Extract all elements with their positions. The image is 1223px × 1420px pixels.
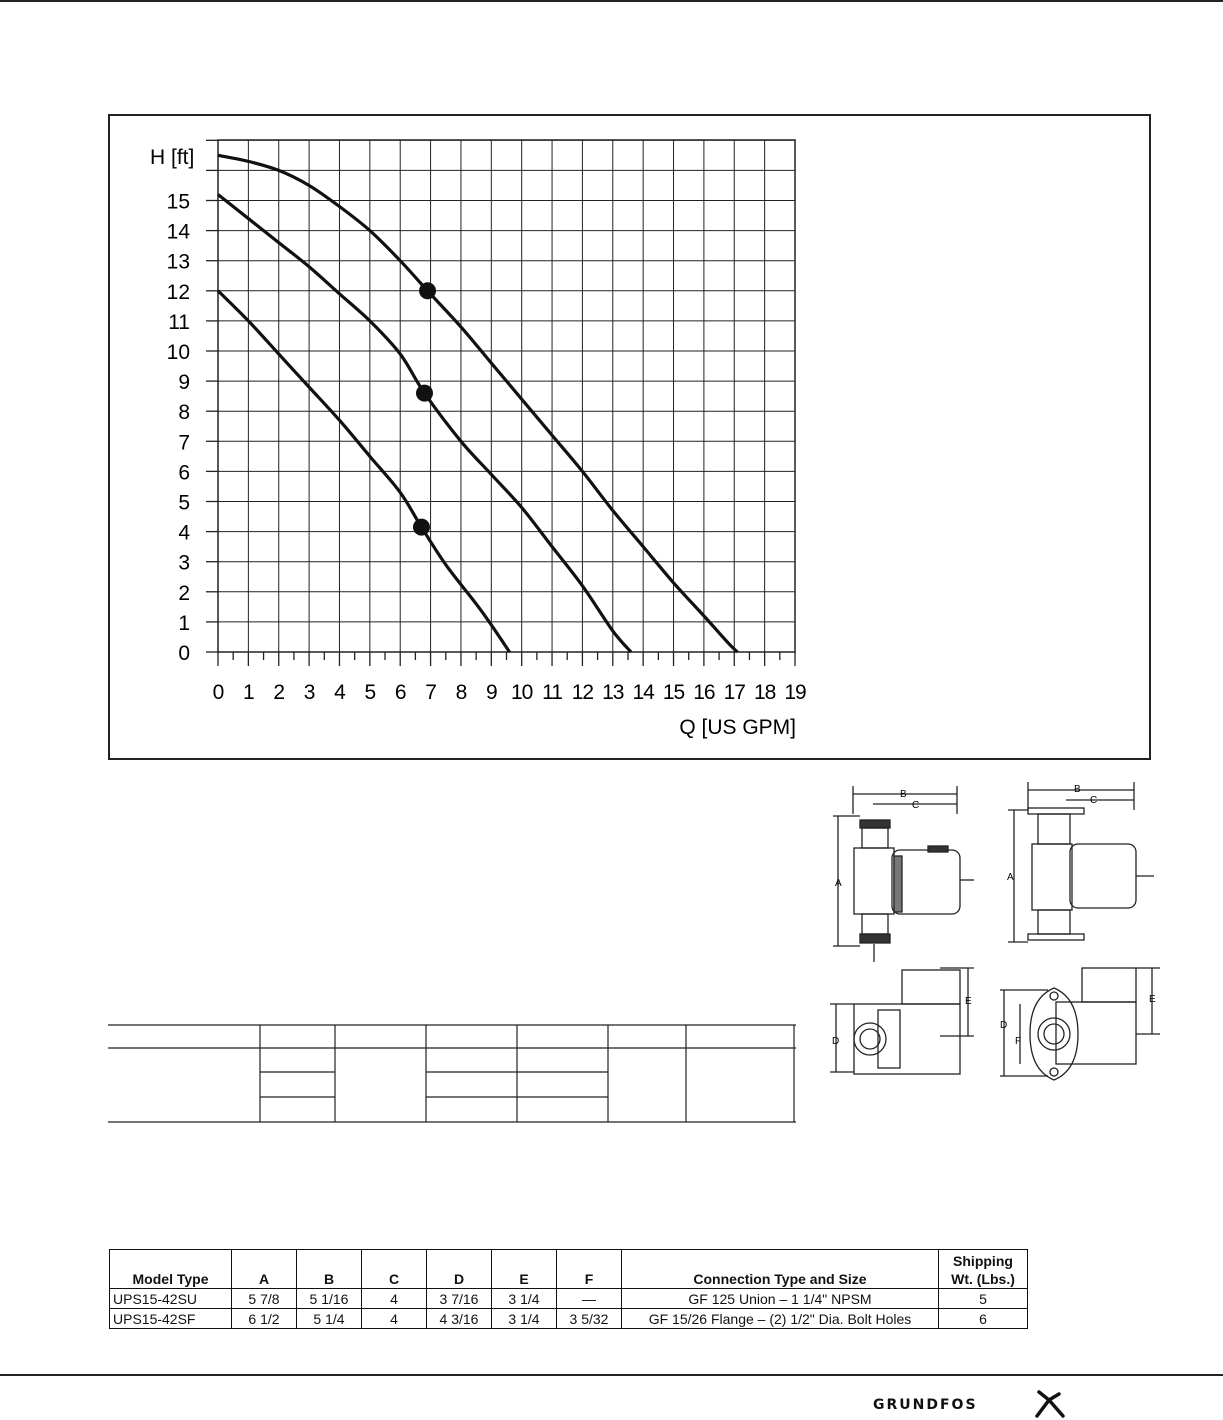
dim-label-c: C <box>1090 795 1098 806</box>
dimensions-spec-table <box>109 1249 1028 1329</box>
col-header-e: E <box>492 1250 557 1289</box>
cell-c: 4 <box>362 1289 427 1309</box>
y-tick-label: 0 <box>178 642 190 665</box>
col-header-b: B <box>297 1250 362 1289</box>
col-header-c: C <box>362 1250 427 1289</box>
top-rule <box>0 0 1223 2</box>
x-tick-label: 6 <box>394 681 406 704</box>
y-tick-label: 7 <box>178 431 190 455</box>
col-header-connection: Connection Type and Size <box>622 1250 939 1289</box>
x-tick-label: 16 <box>693 681 715 704</box>
pump-curve-speed-2 <box>218 194 631 652</box>
y-tick-label: 9 <box>178 371 190 395</box>
dim-label-e: E <box>965 996 972 1007</box>
bottom-rule <box>0 1374 1223 1376</box>
cell-b: 5 1/16 <box>297 1289 362 1309</box>
x-tick-label: 13 <box>602 681 624 704</box>
table-row <box>110 1309 1028 1329</box>
x-tick-label: 9 <box>485 681 497 704</box>
cell-connection: GF 125 Union – 1 1/4" NPSM <box>622 1289 939 1309</box>
y-tick-label: 13 <box>166 250 190 274</box>
col-header-f: F <box>557 1250 622 1289</box>
pump-curve-speed-1 <box>218 155 737 652</box>
y-tick-label: 8 <box>178 401 190 425</box>
y-axis-label: H [ft] <box>150 146 195 169</box>
y-tick-label: 11 <box>168 310 190 334</box>
y-tick-label: 2 <box>178 581 190 605</box>
cell-b: 5 1/4 <box>297 1309 362 1329</box>
cell-a: 5 7/8 <box>232 1289 297 1309</box>
operating-point-dot <box>419 282 436 299</box>
cell-model: UPS15-42SF <box>110 1309 232 1329</box>
cell-e: 3 1/4 <box>492 1309 557 1329</box>
flange-pump-side-view <box>1004 780 1160 950</box>
performance-chart-frame <box>108 114 1151 760</box>
x-tick-label: 12 <box>571 681 594 704</box>
x-tick-label: 0 <box>212 681 224 704</box>
logo-wordmark: GRUNDFOS <box>873 1397 978 1413</box>
x-tick-label: 18 <box>753 681 776 704</box>
operating-point-dot <box>413 519 430 536</box>
col-header-a: A <box>232 1250 297 1289</box>
y-tick-label: 6 <box>178 461 190 485</box>
table-row <box>110 1289 1028 1309</box>
x-tick-label: 3 <box>303 681 315 704</box>
operating-point-dot <box>416 385 433 402</box>
dim-label-a: A <box>835 878 842 889</box>
col-header-model-type: Model Type <box>110 1250 232 1289</box>
cell-weight: 5 <box>939 1289 1028 1309</box>
dim-label-b: B <box>900 789 907 800</box>
y-tick-label: 14 <box>166 220 190 244</box>
cell-model: UPS15-42SU <box>110 1289 232 1309</box>
dim-label-b: B <box>1074 784 1081 795</box>
cell-d: 3 7/16 <box>427 1289 492 1309</box>
y-tick-label: 15 <box>166 190 190 214</box>
grundfos-x-icon <box>1033 1390 1067 1418</box>
cell-c: 4 <box>362 1309 427 1329</box>
performance-curve-chart <box>110 116 1150 758</box>
x-tick-label: 10 <box>511 681 533 704</box>
blank-ruled-table <box>108 1024 796 1124</box>
cell-weight: 6 <box>939 1309 1028 1329</box>
x-tick-label: 19 <box>784 681 806 704</box>
dim-label-e: E <box>1149 994 1156 1005</box>
y-tick-label: 5 <box>178 491 190 515</box>
chart-grid <box>218 140 795 652</box>
x-tick-label: 8 <box>455 681 467 704</box>
col-header-d: D <box>427 1250 492 1289</box>
dim-label-a: A <box>1007 872 1014 883</box>
cell-a: 6 1/2 <box>232 1309 297 1329</box>
x-tick-label: 1 <box>243 681 254 704</box>
union-pump-top-view <box>828 964 978 1078</box>
x-tick-label: 17 <box>723 681 745 704</box>
x-tick-label: 14 <box>632 681 654 704</box>
dim-label-f: F <box>1015 1036 1022 1047</box>
col-header-shipping-weight: Shipping Wt. (Lbs.) <box>939 1250 1028 1289</box>
cell-f: — <box>557 1289 622 1309</box>
x-tick-label: 5 <box>364 681 376 704</box>
dim-label-d: D <box>1000 1020 1008 1031</box>
y-tick-label: 1 <box>178 611 190 635</box>
y-tick-label: 3 <box>178 551 190 575</box>
x-tick-label: 4 <box>334 681 345 704</box>
x-tick-label: 7 <box>425 681 436 704</box>
table-header-row <box>110 1250 1028 1289</box>
dim-label-c: C <box>912 800 920 811</box>
cell-e: 3 1/4 <box>492 1289 557 1309</box>
y-tick-label: 10 <box>166 341 190 364</box>
x-axis-label: Q [US GPM] <box>679 716 796 739</box>
chart-curves <box>218 155 737 652</box>
y-tick-label: 4 <box>178 521 190 545</box>
dim-label-d: D <box>832 1036 840 1047</box>
cell-connection: GF 15/26 Flange – (2) 1/2" Dia. Bolt Holes <box>622 1309 939 1329</box>
y-tick-label: 12 <box>166 280 190 304</box>
flange-pump-top-view <box>998 964 1164 1082</box>
cell-f: 3 5/32 <box>557 1309 622 1329</box>
x-tick-label: 15 <box>662 681 685 704</box>
union-pump-side-view <box>828 784 978 966</box>
plot-border <box>218 140 795 652</box>
x-tick-label: 2 <box>273 681 285 704</box>
cell-d: 4 3/16 <box>427 1309 492 1329</box>
x-tick-label: 11 <box>542 681 562 704</box>
